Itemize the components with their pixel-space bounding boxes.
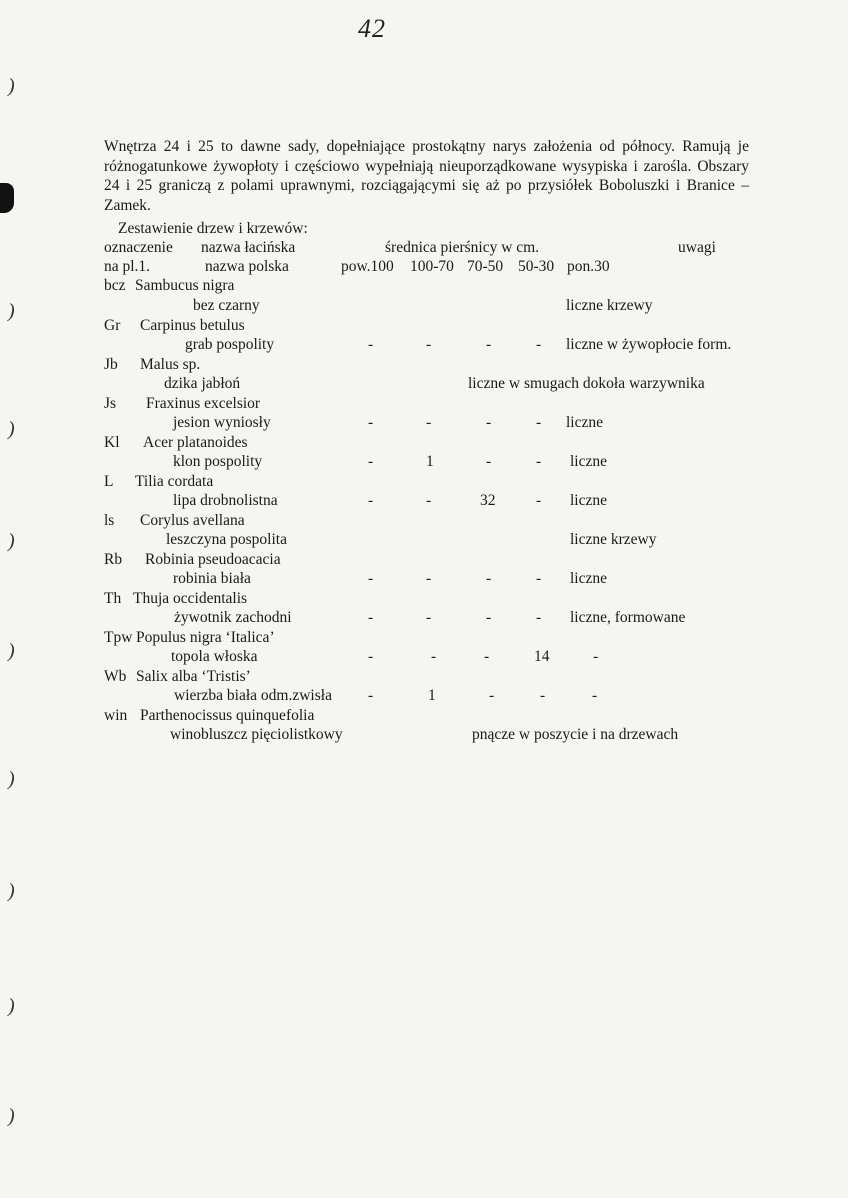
header-uwagi: uwagi [678,239,716,256]
entry-code: bcz [104,277,126,294]
entry-polish: robinia biała [173,570,251,587]
entry-latin: Thuja occidentalis [133,590,248,607]
entry-note: pnącze w poszycie i na drzewach [472,726,679,743]
entry-cell: - [536,336,542,353]
page-number: 42 [358,14,386,43]
entry-polish: klon pospolity [173,453,263,470]
entry-polish: lipa drobnolistna [173,492,278,509]
entry-code: win [104,707,128,724]
entry-code: Wb [104,668,127,685]
entry-cell: - [368,687,374,704]
scan-edge-blot [0,183,14,213]
entry-code: Tpw [104,629,133,646]
entry-cell: - [426,414,432,431]
entry-cell: - [486,336,492,353]
entry-note: liczne w żywopłocie form. [566,336,732,353]
entry-cell: - [489,687,495,704]
entry-latin: Fraxinus excelsior [146,395,261,412]
entry-polish: winobluszcz pięciolistkowy [170,726,343,743]
entry-note: liczne [570,492,608,509]
entry-note: liczne krzewy [566,297,653,314]
entry-cell: - [536,570,542,587]
entry-cell: 14 [534,648,550,665]
entry-cell: - [536,453,542,470]
binding-hole-mark: ) [8,640,15,662]
header-70-50: 70-50 [467,258,504,275]
entry-polish: wierzba biała odm.zwisła [174,687,332,704]
binding-hole-mark: ) [8,75,15,97]
entry-code: Js [104,395,117,412]
header-oznaczenie: oznaczenie [104,239,173,256]
entry-code: Rb [104,551,123,568]
entry-polish: leszczyna pospolita [166,531,287,548]
entry-code: ls [104,512,115,529]
entry-cell: - [536,492,542,509]
entry-note: liczne, formowane [570,609,686,626]
entry-cell: - [426,570,432,587]
header-srednica: średnica pierśnicy w cm. [385,239,540,256]
entry-cell: - [486,570,492,587]
entry-cell: - [368,336,374,353]
entry-cell: - [486,609,492,626]
entry-cell: - [593,648,599,665]
entry-code: Th [104,590,122,607]
entry-cell: - [368,414,374,431]
entry-note: liczne krzewy [570,531,657,548]
entry-cell: - [426,609,432,626]
entry-note: liczne [566,414,604,431]
entry-cell: - [536,414,542,431]
entry-note: liczne [570,453,608,470]
binding-hole-mark: ) [8,995,15,1017]
entry-code: Gr [104,317,121,334]
entry-latin: Sambucus nigra [135,277,235,294]
entry-cell: - [368,609,374,626]
binding-hole-mark: ) [8,880,15,902]
binding-hole-mark: ) [8,768,15,790]
entry-cell: - [368,453,374,470]
entry-cell: - [592,687,598,704]
header-pon30: pon.30 [567,258,610,275]
entry-cell: - [484,648,490,665]
entry-cell: - [486,453,492,470]
header-nazwa-lacinska: nazwa łacińska [201,239,296,256]
header-pow100: pow.100 [341,258,394,275]
header-na-pl: na pl.1. [104,258,151,275]
entry-cell: - [431,648,437,665]
binding-hole-mark: ) [8,300,15,322]
entry-latin: Acer platanoides [143,434,248,451]
entry-polish: dzika jabłoń [164,375,241,392]
entry-latin: Carpinus betulus [140,317,245,334]
header-50-30: 50-30 [518,258,555,275]
entry-code: Jb [104,356,118,373]
entry-note: liczne w smugach dokoła warzywnika [468,375,705,392]
entry-cell: - [368,648,374,665]
entry-latin: Corylus avellana [140,512,245,529]
intro-text [104,137,749,215]
entry-cell: - [540,687,546,704]
entry-cell: - [426,336,432,353]
binding-hole-mark: ) [8,418,15,440]
binding-hole-mark: ) [8,530,15,552]
entry-latin: Populus nigra ‘Italica’ [136,629,275,646]
entry-polish: grab pospolity [185,336,275,353]
entry-polish: jesion wyniosły [173,414,271,431]
entry-code: L [104,473,114,490]
entry-cell: 32 [480,492,496,509]
entry-polish: żywotnik zachodni [174,609,292,626]
entry-note: liczne [570,570,608,587]
entry-polish: topola włoska [171,648,258,665]
entry-cell: - [486,414,492,431]
entry-latin: Parthenocissus quinquefolia [140,707,315,724]
binding-hole-mark: ) [8,1105,15,1127]
section-title: Zestawienie drzew i krzewów: [118,220,308,237]
entry-latin: Tilia cordata [135,473,214,490]
entry-code: Kl [104,434,120,451]
entry-cell: - [426,492,432,509]
entry-cell: - [368,492,374,509]
entry-polish: bez czarny [193,297,260,314]
entry-cell: - [368,570,374,587]
entry-cell: 1 [428,687,436,704]
entry-latin: Salix alba ‘Tristis’ [136,668,251,685]
header-nazwa-polska: nazwa polska [205,258,289,275]
header-100-70: 100-70 [410,258,454,275]
entry-latin: Malus sp. [140,356,201,373]
entry-latin: Robinia pseudoacacia [145,551,281,568]
entry-cell: - [536,609,542,626]
entry-cell: 1 [426,453,434,470]
intro-paragraph: Wnętrza 24 i 25 to dawne sady, dopełniające prostokątny narys założenia od północy. Ramują je różnogatunkowe żywopłoty i częściowo wypełniają nieuporządkowane wysypiska i zarośla. Obszary 24 i 25 graniczą z polami uprawnymi, rozciągającymi się aż po przysiółek Boboluszki i Branice – Zamek. [104,138,749,214]
